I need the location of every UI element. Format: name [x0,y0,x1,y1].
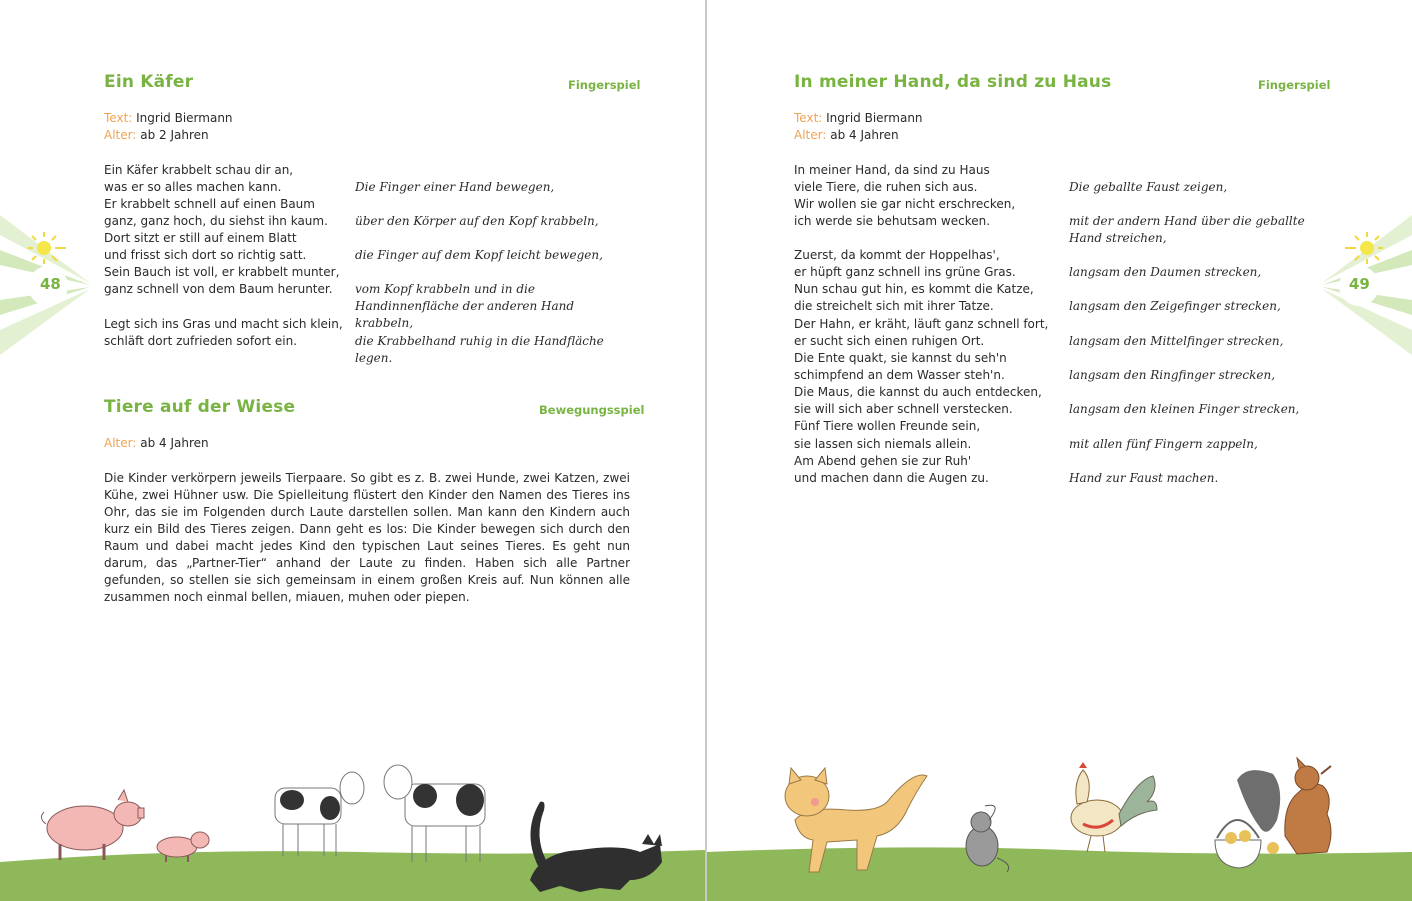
verse-line: sie lassen sich niemals allein. [794,437,972,451]
right-page [707,0,1412,901]
game-description: Die Kinder verkörpern jeweils Tierpaare. So gibt es z. B. zwei Hunde, zwei Katzen, zwei Kühe, zwei Hühner usw. Die Spielleitung flüstert den Kinder den Namen des Tieres ins Ohr, das sie im Folgenden durch Laute darstellen sollen. Man kann den Kindern auch kurz ein Bild des Tieres zeigen. Dann geht es los: Die Kinder bewegen sich durch den Raum und dabei macht jedes Kind den typischen Laut seines Tieres. Es geht nun darum, das „Partner-Tier“ anhand der Laute zu finden. Haben sich alle Partner gefunden, so stellen sie sich gemeinsam in einem großen Kreis auf. Nun können alle zusammen noch einmal bellen, miauen, muhen oder piepen. [104,471,630,604]
age-label: Alter: [104,128,137,142]
text-author [794,110,923,127]
text-value: Ingrid Biermann [826,111,923,125]
verse-line: schläft dort zufrieden sofort ein. [104,334,298,348]
action-line: langsam den Daumen strecken, [1069,265,1262,279]
verse-line: und frisst sich dort so richtig satt. [104,248,307,262]
page-number: 48 [40,275,61,293]
pig-icon [41,790,144,860]
verse-line: Legt sich ins Gras und macht sich klein, [104,317,343,331]
cow-icon [275,772,364,856]
action-line: die Finger auf dem Kopf leicht bewegen, [355,248,603,262]
age-label: Alter: [104,436,137,450]
action-line: Die geballte Faust zeigen, [1069,180,1228,194]
verse-line: Fünf Tiere wollen Freunde sein, [794,419,981,433]
verse-line: Am Abend gehen sie zur Ruh' [794,454,972,468]
action-line: mit allen fünf Fingern zappeln, [1069,437,1258,451]
action-line: langsam den Zeigefinger strecken, [1069,299,1281,313]
verse-line: Ein Käfer krabbelt schau dir an, [104,163,294,177]
sun-icon [1341,228,1387,268]
verse-line: viele Tiere, die ruhen sich aus. [794,180,978,194]
sun-icon [24,228,70,268]
action-line: über den Körper auf den Kopf krabbeln, [355,214,599,228]
verse-line: Der Hahn, er kräht, läuft ganz schnell fort, [794,317,1049,331]
section-title-in-meiner-hand: In meiner Hand, da sind zu Haus [794,72,1112,92]
age-info [104,435,209,452]
rooster-icon [1071,762,1157,852]
verse-line: In meiner Hand, da sind zu Haus [794,163,990,177]
verse-line: Wir wollen sie gar nicht erschrecken, [794,197,1016,211]
verse-line: sie will sich aber schnell verstecken. [794,402,1013,416]
action-line: langsam den kleinen Finger strecken, [1069,402,1300,416]
age-info [794,127,899,144]
verse-line: Die Ente quakt, sie kannst du seh'n [794,351,1007,365]
verse-line: schimpfend an dem Wasser steh'n. [794,368,1005,382]
verse-line: ich werde sie behutsam wecken. [794,214,991,228]
text-author [104,110,233,127]
action-line: langsam den Ringfinger strecken, [1069,368,1276,382]
action-line: mit der andern Hand über die geballte Hand streichen, [1069,214,1305,245]
section-tag: Bewegungsspiel [539,403,645,417]
action-line: die Krabbelhand ruhig in die Handfläche legen. [355,334,604,365]
age-value: ab 4 Jahren [830,128,899,142]
action-line: langsam den Mittelfinger strecken, [1069,334,1284,348]
left-page [0,0,705,901]
verse-line: ganz schnell von dem Baum herunter. [104,282,333,296]
verse-line: Sein Bauch ist voll, er krabbelt munter, [104,265,340,279]
verse-line: Zuerst, da kommt der Hoppelhas', [794,248,1000,262]
age-info [104,127,209,144]
verse-line: ganz, ganz hoch, du siehst ihn kaum. [104,214,328,228]
action-line: Die Finger einer Hand bewegen, [355,180,555,194]
text-label: Text: [794,111,823,125]
verse-line: und machen dann die Augen zu. [794,471,989,485]
verse-line: Er krabbelt schnell auf einen Baum [104,197,315,211]
age-label: Alter: [794,128,827,142]
verse-line: Dort sitzt er still auf einem Blatt [104,231,297,245]
squirrel-icon [1237,740,1331,854]
meadow-illustration [707,740,1412,901]
meadow-illustration [0,740,705,901]
text-value: Ingrid Biermann [136,111,233,125]
text-label: Text: [104,111,133,125]
verse-line: er hüpft ganz schnell ins grüne Gras. [794,265,1016,279]
page-number: 49 [1349,275,1370,293]
verse-line: er sucht sich einen ruhigen Ort. [794,334,985,348]
verse-line: die streichelt sich mit ihrer Tatze. [794,299,994,313]
verse-line: Die Maus, die kannst du auch entdecken, [794,385,1042,399]
cow-icon [384,765,485,862]
section-tag: Fingerspiel [568,78,641,92]
age-value: ab 2 Jahren [140,128,209,142]
verse-line: was er so alles machen kann. [104,180,282,194]
section-title-ein-kaefer: Ein Käfer [104,72,194,92]
age-value: ab 4 Jahren [140,436,209,450]
section-title-tiere-auf-der-wiese: Tiere auf der Wiese [104,397,296,417]
action-line: Hand zur Faust machen. [1069,471,1219,485]
section-tag: Fingerspiel [1258,78,1331,92]
verse-line: Nun schau gut hin, es kommt die Katze, [794,282,1034,296]
action-line: vom Kopf krabbeln und in die Handinnenfläche der anderen Hand krabbeln, [355,282,575,330]
